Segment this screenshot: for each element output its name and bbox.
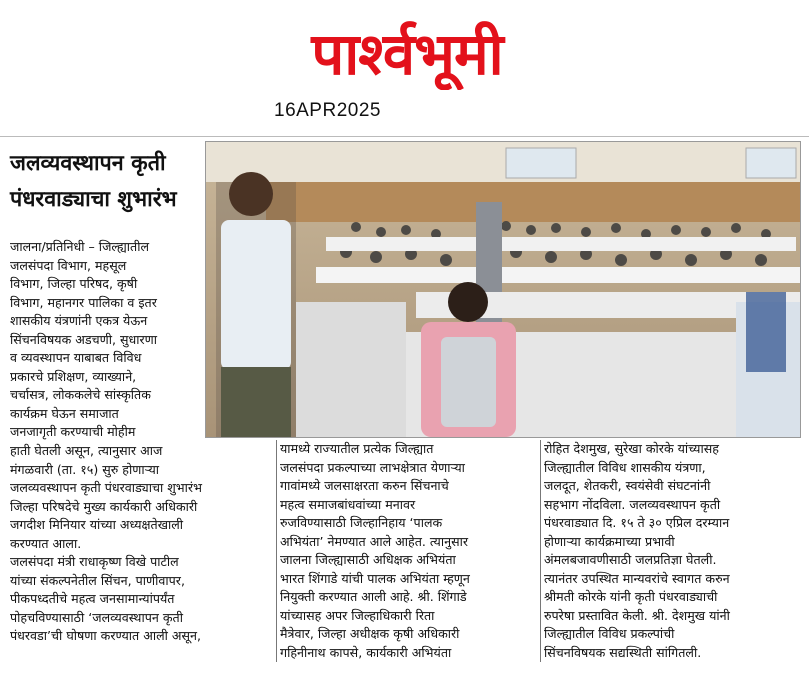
event-photo xyxy=(205,141,801,438)
newspaper-masthead: पार्श्वभूमी xyxy=(311,20,503,88)
article-column-2: यामध्ये राज्यातील प्रत्येक जिल्ह्यात जलसंपदा प्रकल्पाच्या लाभक्षेत्रात येणाऱ्या गावांमध्ये जलसाक्षरता करुन सिंचनाचे महत्व समाजबांधवांच्या मनावर रुजविण्यासाठी जिल्हानिहाय ‘पालक अभियंता’ नेमण्यात आले आहेत. त्यानुसार जालना जिल्ह्यासाठी अधिक्षक अभियंता भारत शिंगाडे यांची पालक अभियंता म्हणून नियुक्ती करण्यात आली आहे. श्री. शिंगाडे यांच्यासह अपर जिल्हाधिकारी रिता मैत्रेवार, जिल्हा अधीक्षक कृषी अधिकारी गहिनीनाथ कापसे, कार्यकारी अभियंता xyxy=(276,440,535,662)
publication-date: 16APR2025 xyxy=(274,100,381,121)
article-headline: जलव्यवस्थापन कृती पंधरवाड्याचा शुभारंभ xyxy=(10,151,177,212)
article-column-1-bottom: हाती घेतली असून, त्यानुसार आज मंगळवारी (ता. १५) सुरु होणाऱ्या जलव्यवस्थापन कृती पंधरवाड्याचा शुभारंभ जिल्हा परिषदेचे मुख्य कार्यकारी अधिकारी जगदीश मिनियार यांच्या अध्यक्षतेखाली करण्यात आला. जलसंपदा मंत्री राधाकृष्ण विखे पाटील यांच्या संकल्पनेतील सिंचन, पाणीवापर, पीकपध्दतीचे महत्व जनसामान्यांपर्यंत पोहचविण्यासाठी ‘जलव्यवस्थापन कृती पंधरवडा’ची घोषणा करण्यात आली असून, xyxy=(10,443,202,643)
article-column-1-top: जालना/प्रतिनिधी – जिल्ह्यातील जलसंपदा विभाग, महसूल विभाग, जिल्हा परिषद, कृषी विभाग, महानगर पालिका व इतर शासकीय यंत्रणांनी एकत्र येऊन सिंचनविषयक अडचणी, सुधारणा व व्यवस्थापन याबाबत विविध प्रकारचे प्रशिक्षण, व्याख्याने, चर्चासत्र, लोककलेचे सांस्कृतिक कार्यक्रम घेऊन समाजात जनजागृती करण्याची मोहीम xyxy=(10,239,158,439)
divider xyxy=(0,136,809,137)
article-column-3: रोहित देशमुख, सुरेखा कोरके यांच्यासह जिल्ह्यातील विविध शासकीय यंत्रणा, जलदूत, शेतकरी, स्वयंसेवी संघटनांनी सहभाग नोंदविला. जलव्यवस्थापन कृती पंधरवाड्यात दि. १५ ते ३० एप्रिल दरम्यान होणाऱ्या कार्यक्रमाच्या प्रभावी अंमलबजावणीसाठी जलप्रतिज्ञा घेतली. त्यानंतर उपस्थित मान्यवरांचे स्वागत करुन श्रीमती कोरके यांनी कृती पंधरवाड्याची रुपरेषा प्रस्तावित केली. श्री. देशमुख यांनी जिल्ह्यातील विविध प्रकल्पांची सिंचनविषयक सद्यस्थिती सांगितली. xyxy=(540,440,806,662)
